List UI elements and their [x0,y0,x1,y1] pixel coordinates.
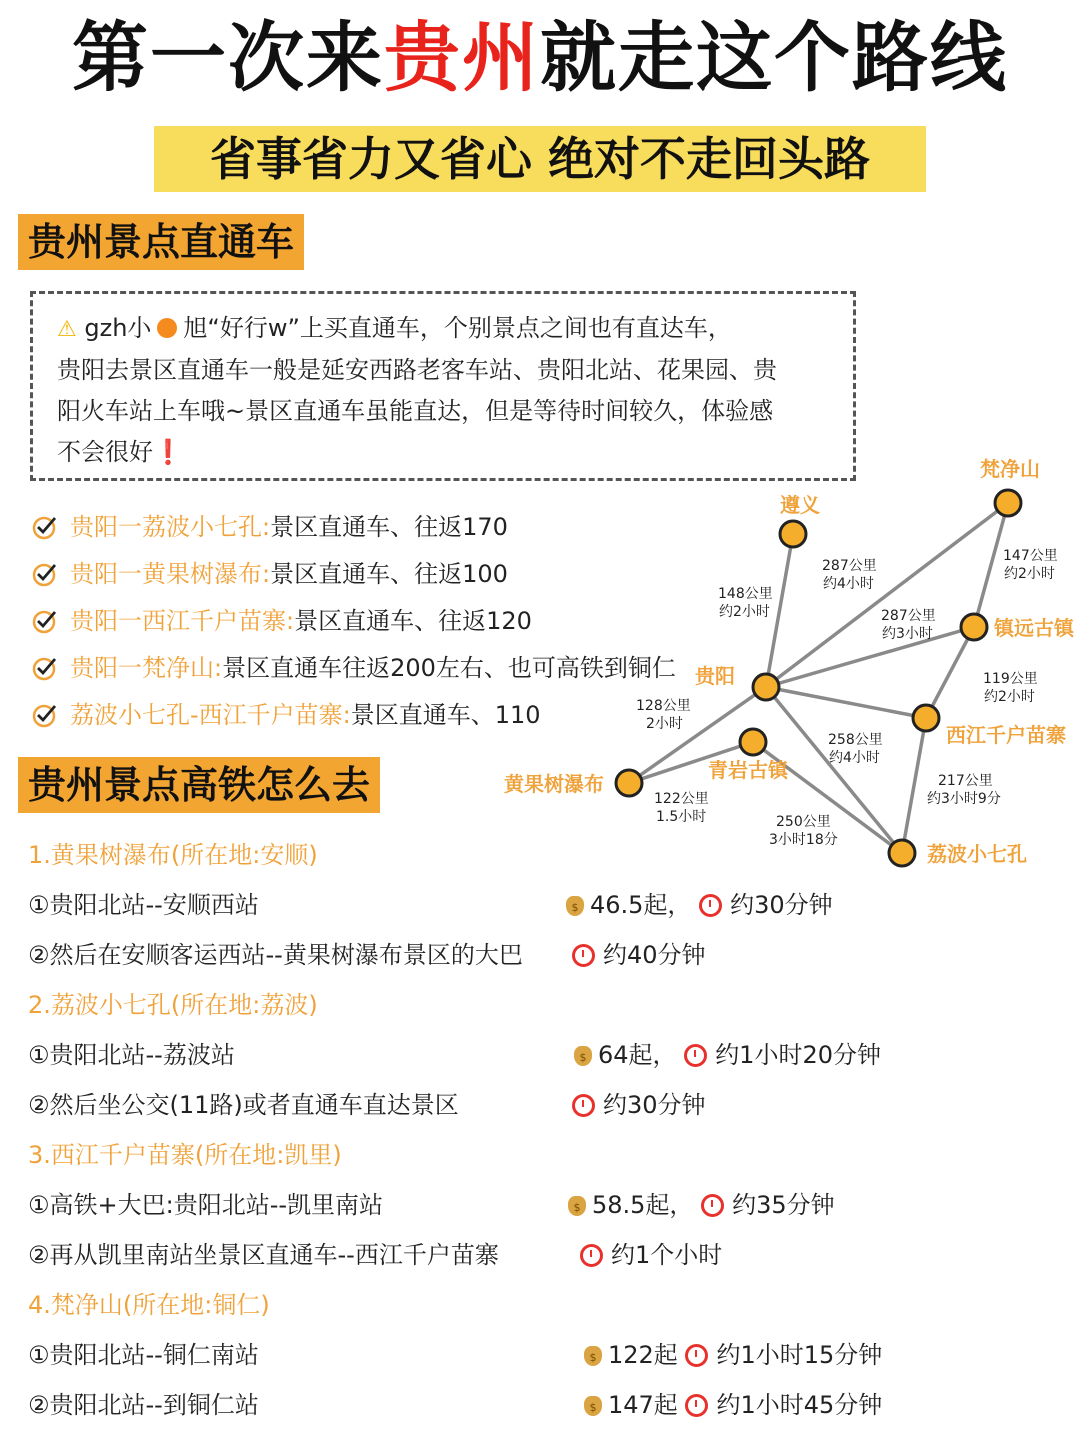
step-time: 约40分钟 [603,941,706,969]
step-price: 58.5起， [592,1191,694,1219]
step-row [28,880,1068,930]
node-qingyan [740,729,766,755]
money-bag-icon [566,896,584,916]
label-qingyan: 青岩古镇 [708,758,788,782]
category-title: 4.梵净山(所在地:铜仁) [28,1291,270,1319]
alarm-clock-icon [685,1394,708,1417]
edge-label-qy-libo-time: 3小时18分 [769,832,838,848]
step-row [28,1180,1068,1230]
step-time: 约1小时20分钟 [715,1041,881,1069]
edge-label-gy-hgs-time: 2小时 [646,716,683,732]
step-time: 约30分钟 [603,1091,706,1119]
route-detail: 景区直通车往返200左右、也可高铁到铜仁 [222,654,676,682]
alarm-clock-icon [572,1094,595,1117]
edge-zhenyuan-xijiang [926,627,974,718]
edge-label-hgs-qy-time: 1.5小时 [656,809,707,825]
route-detail: 景区直通车、往返100 [270,560,508,588]
edge-label-gy-zy-dist: 287公里 [881,608,936,624]
title-part1: 第一次来 [72,13,384,102]
node-zhenyuan [961,614,987,640]
edge-label-gy-fjs-time: 约4小时 [823,576,874,592]
step-text: ②再从凯里南站坐景区直通车--西江千户苗寨 [28,1241,499,1269]
section-heading-direct-bus: 贵州景点直通车 [18,214,304,270]
edge-guiyang-zhenyuan [766,627,974,687]
edge-label-gy-zunyi-time: 约2小时 [719,604,770,620]
route-place: 贵阳一梵净山: [70,654,223,682]
step-text: ②贵阳北站--到铜仁站 [28,1391,259,1419]
route-place: 贵阳一黄果树瀑布: [70,560,271,588]
page-title [0,8,1080,108]
label-zhenyuan: 镇远古镇 [994,616,1074,640]
route-place: 贵阳一西江千户苗寨: [70,607,295,635]
edge-label-gy-libo-time: 约4小时 [829,750,880,766]
money-bag-icon [574,1046,592,1066]
label-fanjingshan: 梵净山 [980,457,1040,481]
alarm-clock-icon [580,1244,603,1267]
edge-guiyang-zunyi [766,534,793,687]
route-map [490,440,1080,870]
section-heading-high-speed-rail: 贵州景点高铁怎么去 [18,757,380,813]
node-guiyang [753,674,779,700]
edge-label-gy-zunyi-dist: 148公里 [718,586,773,602]
note-line-1: ⚠ gzh小 旭“好行w”上买直通车，个别景点之间也有直达车， [57,314,732,342]
note-line-3: 阳火车站上车哦~景区直通车虽能直达，但是等待时间较久，体验感 [57,397,774,425]
step-text: ①高铁+大巴:贵阳北站--凯里南站 [28,1191,384,1219]
check-circle-icon [32,514,58,540]
edge-label-qy-libo-dist: 250公里 [776,814,831,830]
orange-fruit-icon [157,318,177,338]
edge-label-hgs-qy-dist: 122公里 [654,791,709,807]
alarm-clock-icon [572,944,595,967]
exclamation-icon: ❗ [153,438,183,466]
step-time: 约1小时15分钟 [716,1341,883,1369]
step-row [28,1380,1068,1430]
step-text: ①贵阳北站--铜仁南站 [28,1341,259,1369]
category-title: 1.黄果树瀑布(所在地:安顺) [28,841,318,869]
label-guiyang: 贵阳 [695,664,735,688]
label-huangguoshu: 黄果树瀑布 [504,772,604,796]
money-bag-icon [584,1396,602,1416]
edge-label-xj-libo-time: 约3小时9分 [927,791,1001,807]
node-xijiang [913,705,939,731]
step-row [28,1030,1068,1080]
step-row [28,1330,1068,1380]
route-detail: 景区直通车、往返120 [294,607,532,635]
step-info [574,1030,881,1080]
step-info [584,1380,882,1430]
check-circle-icon [32,608,58,634]
edge-label-gy-zy-time: 约3小时 [882,626,933,642]
step-text: ①贵阳北站--荔波站 [28,1041,235,1069]
step-row [28,1080,1068,1130]
route-detail: 景区直通车、110 [350,701,541,729]
edge-guiyang-xijiang [766,687,926,718]
node-zunyi [780,521,806,547]
money-bag-icon [584,1346,602,1366]
step-time: 约30分钟 [730,891,833,919]
subtitle-banner: 省事省力又省心 绝对不走回头路 [154,126,926,192]
step-info [584,1330,882,1380]
node-huangguoshu [616,770,642,796]
edge-label-zy-xj-dist: 119公里 [983,671,1038,687]
edge-label-gy-libo-dist: 258公里 [828,732,883,748]
title-highlight: 贵州 [384,13,540,102]
category-title: 2.荔波小七孔(所在地:荔波) [28,991,318,1019]
step-price: 46.5起， [590,891,692,919]
step-text: ①贵阳北站--安顺西站 [28,891,259,919]
edge-label-zy-xj-time: 约2小时 [984,689,1035,705]
edge-label-gy-fjs-dist: 287公里 [822,558,877,574]
edge-label-fjs-zy-time: 约2小时 [1004,566,1055,582]
note-line-4: 不会很好❗ [57,438,183,466]
step-price: 64起， [598,1041,677,1069]
warning-icon: ⚠ [57,317,77,342]
step-info [568,1180,835,1230]
step-info [566,880,833,930]
alarm-clock-icon [701,1194,724,1217]
check-circle-icon [32,702,58,728]
edge-label-gy-hgs-dist: 128公里 [636,698,691,714]
step-text: ②然后在安顺客运西站--黄果树瀑布景区的大巴 [28,941,523,969]
route-place: 贵阳一荔波小七孔: [70,513,271,541]
step-info [572,930,706,980]
step-price: 147起 [608,1391,678,1419]
step-time: 约1个小时 [611,1241,723,1269]
note-line-2: 贵阳去景区直通车一般是延安西路老客车站、贵阳北站、花果园、贵 [57,356,777,384]
alarm-clock-icon [684,1044,707,1067]
step-price: 122起 [608,1341,678,1369]
title-part2: 就走这个路线 [540,13,1008,102]
money-bag-icon [568,1196,586,1216]
edge-fanjingshan-zhenyuan [974,503,1008,627]
step-time: 约1小时45分钟 [716,1391,883,1419]
check-circle-icon [32,561,58,587]
step-row [28,930,1068,980]
rail-guide [28,830,1068,1430]
step-info [580,1230,722,1280]
step-time: 约35分钟 [732,1191,835,1219]
check-circle-icon [32,655,58,681]
step-row [28,1230,1068,1280]
label-xijiang: 西江千户苗寨 [946,723,1066,747]
edge-label-fjs-zy-dist: 147公里 [1003,548,1058,564]
edge-label-xj-libo-dist: 217公里 [938,773,993,789]
route-detail: 景区直通车、往返170 [270,513,508,541]
step-text: ②然后坐公交(11路)或者直通车直达景区 [28,1091,459,1119]
route-place: 荔波小七孔-西江千户苗寨: [70,701,351,729]
node-fanjingshan [995,490,1021,516]
alarm-clock-icon [685,1344,708,1367]
label-zunyi: 遵义 [780,493,820,517]
step-info [572,1080,706,1130]
category-title: 3.西江千户苗寨(所在地:凯里) [28,1141,342,1169]
alarm-clock-icon [699,894,722,917]
label-libo: 荔波小七孔 [927,842,1027,866]
